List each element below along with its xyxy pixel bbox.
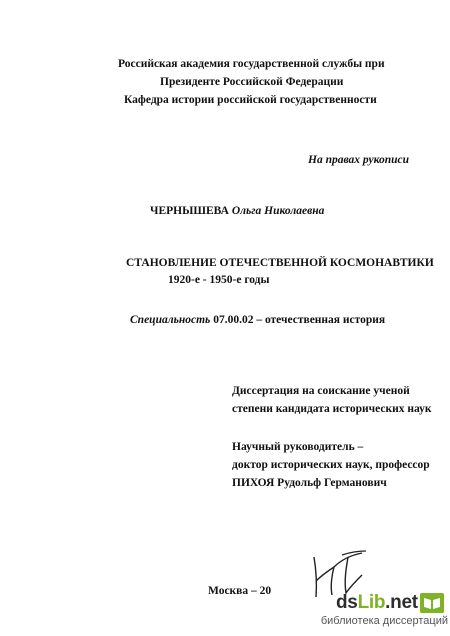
- author-given-names: Ольга Николаевна: [231, 205, 325, 217]
- supervisor-line-1: Научный руководитель –: [232, 441, 364, 453]
- specialty-value: 07.00.02 – отечественная история: [213, 314, 386, 326]
- header-line-3: Кафедра истории российской государственности: [124, 94, 377, 106]
- author-surname: ЧЕРНЫШЕВА: [150, 205, 229, 217]
- watermark-logo-text: [336, 592, 418, 614]
- supervisor-line-2: доктор исторических наук, профессор: [232, 459, 430, 471]
- logo-ds: ds: [336, 592, 358, 613]
- site-watermark: [280, 592, 448, 632]
- dissertation-title: СТАНОВЛЕНИЕ ОТЕЧЕСТВЕННОЙ КОСМОНАВТИКИ: [126, 257, 434, 269]
- header-line-1: Российская академия государственной службы при: [118, 58, 385, 70]
- specialty-label: Специальность: [130, 314, 211, 326]
- supervisor-line-3: ПИХОЯ Рудольф Германович: [232, 477, 387, 489]
- author-name: [150, 204, 324, 218]
- watermark-subtitle: библиотека диссертаций: [320, 615, 448, 627]
- dissertation-degree-line-2: степени кандидата исторических наук: [232, 403, 432, 415]
- rights-notice: На правах рукописи: [308, 154, 410, 166]
- logo-net: .net: [385, 592, 418, 613]
- dissertation-degree-line-1: Диссертация на соискание ученой: [232, 385, 410, 397]
- dissertation-period: 1920-е - 1950-е годы: [168, 274, 270, 286]
- specialty: [130, 313, 385, 327]
- book-icon: [420, 593, 444, 613]
- city-year: Москва – 20: [208, 585, 272, 597]
- watermark-logo: [336, 592, 444, 614]
- header-line-2: Президенте Российской Федерации: [160, 76, 344, 88]
- logo-lib: Lib: [357, 592, 386, 613]
